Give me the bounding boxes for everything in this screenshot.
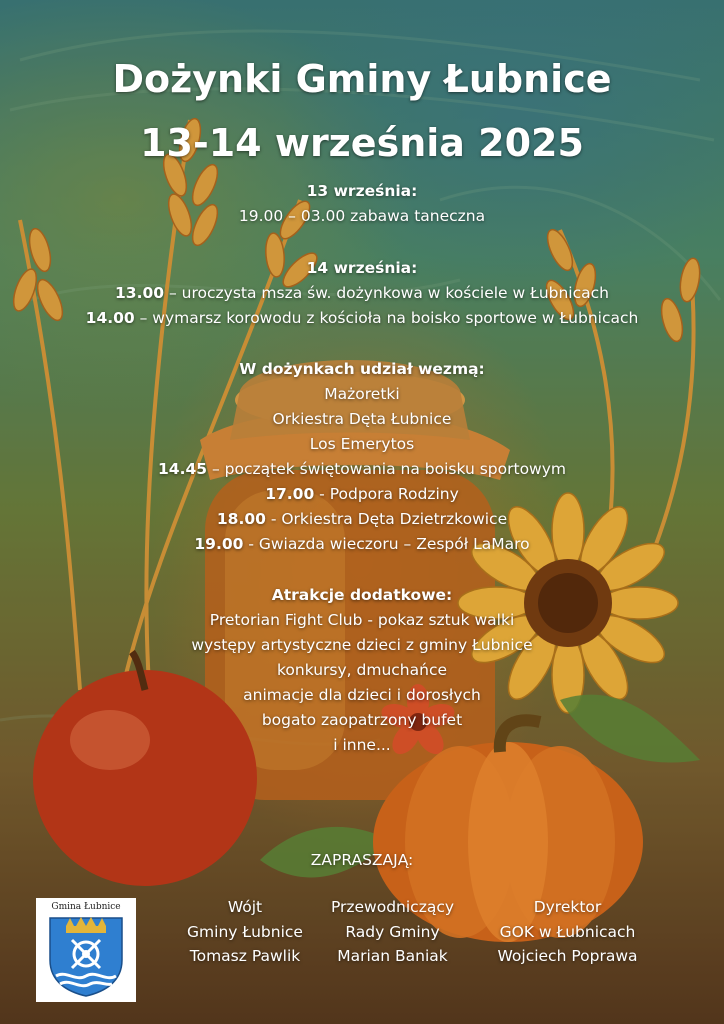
time-label: 14.00 bbox=[85, 309, 135, 327]
attraction-item: animacje dla dzieci i dorosłych bbox=[243, 686, 481, 704]
event-text: – początek świętowania na boisku sportowym bbox=[207, 460, 566, 478]
event-text: - Orkiestra Dęta Dzietrzkowice bbox=[265, 510, 508, 528]
host-role: Wójt bbox=[227, 898, 263, 916]
time-label: 14.45 bbox=[158, 460, 208, 478]
host-name: Wojciech Poprawa bbox=[497, 947, 638, 965]
schedule-item bbox=[0, 532, 724, 557]
attraction-item: i inne... bbox=[333, 736, 391, 754]
day1-item: 19.00 – 03.00 zabawa taneczna bbox=[238, 207, 486, 225]
participants-heading: W dożynkach udział wezmą: bbox=[239, 360, 485, 378]
host-org: Rady Gminy bbox=[345, 922, 440, 941]
host-signature bbox=[305, 895, 480, 969]
host-name: Tomasz Pawlik bbox=[189, 947, 301, 965]
host-org: Gminy Łubnice bbox=[187, 922, 303, 941]
schedule-item bbox=[0, 457, 724, 482]
time-label: 19.00 bbox=[194, 535, 244, 553]
crest-label: Gmina Łubnice bbox=[51, 902, 121, 912]
schedule-item bbox=[0, 507, 724, 532]
day2-heading: 14 września: bbox=[306, 259, 418, 277]
host-role: Przewodniczący bbox=[330, 898, 455, 916]
time-label: 17.00 bbox=[265, 485, 315, 503]
participant-name: Orkiestra Dęta Łubnice bbox=[272, 410, 452, 428]
time-label: 18.00 bbox=[216, 510, 266, 528]
host-role: Dyrektor bbox=[533, 898, 602, 916]
host-org: GOK w Łubnicach bbox=[499, 922, 636, 941]
attraction-item: występy artystyczne dzieci z gminy Łubnice bbox=[191, 636, 533, 654]
event-text: – wymarsz korowodu z kościoła na boisko sportowe w Łubnicach bbox=[134, 309, 639, 327]
event-text: – uroczysta msza św. dożynkowa w kościele w Łubnicach bbox=[164, 284, 609, 302]
host-name: Marian Baniak bbox=[337, 947, 448, 965]
schedule-item bbox=[0, 482, 724, 507]
event-text: - Gwiazda wieczoru – Zespół LaMaro bbox=[243, 535, 530, 553]
day1-heading: 13 września: bbox=[306, 182, 418, 200]
invite-label: ZAPRASZAJĄ: bbox=[310, 851, 414, 869]
attraction-item: bogato zaopatrzony bufet bbox=[261, 711, 463, 729]
poster-title-line2: 13-14 września 2025 bbox=[140, 121, 584, 165]
attraction-item: konkursy, dmuchańce bbox=[276, 661, 447, 679]
attraction-item: Pretorian Fight Club - pokaz sztuk walki bbox=[209, 611, 515, 629]
participant-name: Mażoretki bbox=[324, 385, 400, 403]
poster-title-line1: Dożynki Gminy Łubnice bbox=[112, 57, 612, 101]
event-text: - Podpora Rodziny bbox=[314, 485, 459, 503]
day2-item bbox=[0, 281, 724, 306]
host-signature bbox=[470, 895, 665, 969]
time-label: 13.00 bbox=[115, 284, 165, 302]
coat-of-arms-icon bbox=[36, 912, 136, 998]
day2-item bbox=[0, 306, 724, 331]
municipality-crest bbox=[36, 898, 136, 1002]
attractions-heading: Atrakcje dodatkowe: bbox=[271, 586, 453, 604]
participant-name: Los Emerytos bbox=[309, 435, 415, 453]
